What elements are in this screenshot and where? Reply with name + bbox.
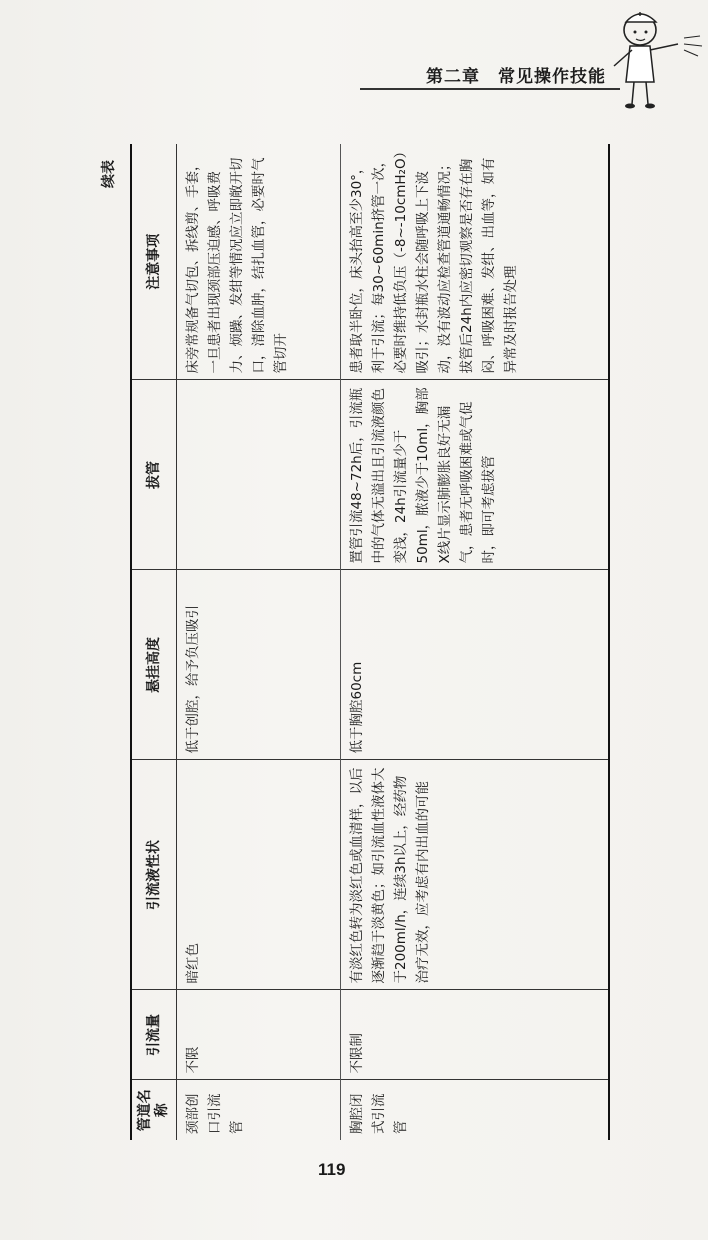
table-row [177,144,341,1140]
column-header: 引流量 [131,990,177,1080]
height-cell: 低于创腔，给予负压吸引 [177,570,341,760]
column-header: 悬挂高度 [131,570,177,760]
table-stage [92,140,622,1140]
drainage-tube-table [130,144,610,1140]
fluid-cell: 有淡红色转为淡红色或血清样，以后逐渐趋于淡黄色；如引流血性液体大于200ml/h，连续3h以上，经药物治疗无效，应考虑有内出血的可能 [341,760,610,990]
column-header: 注意事项 [131,144,177,380]
page-number: 119 [318,1160,346,1179]
column-header: 引流液性状 [131,760,177,990]
notes-cell: 床旁常规备气切包、拆线剪、手套，一旦患者出现颈部压迫感、呼吸费力、烦躁、发绀等情况应立即敞开切口，清除血肿，结扎血管，必要时气管切开 [177,144,341,380]
height-cell: 低于胸腔60cm [341,570,610,760]
notes-cell: 患者取半卧位，床头抬高至少30°，利于引流；每30~60min挤管一次，必要时维持低负压（-8~-10cmH₂O）吸引；水封瓶水柱会随呼吸上下波动，没有波动应检查管道通畅情况；拔管后24h内应密切观察是否存在胸闷、呼吸困难、发绀、出血等，如有异常及时报告处理 [341,144,610,380]
column-header: 拔管 [131,380,177,570]
header-rule [360,88,620,90]
table-row [341,144,610,1140]
volume-cell: 不限 [177,990,341,1080]
continued-label: 续表 [101,160,117,188]
volume-cell: 不限制 [341,990,610,1080]
removal-cell: 置管引流48~72h后，引流瓶中的气体无溢出且引流液颜色变浅，24h引流量少于50ml，脓液少于10ml，胸部X线片显示肺膨胀良好无漏气，患者无呼吸困难或气促时，即可考虑拔管 [341,380,610,570]
tube-name-cell: 颈部创口引流管 [177,1080,341,1140]
rotated-table-area [92,140,622,1140]
nurse-mascot-icon [596,0,706,120]
removal-cell [177,380,341,570]
tube-name-cell: 胸腔闭式引流管 [341,1080,610,1140]
table-header-row [131,144,177,1140]
column-header: 管道名称 [131,1080,177,1140]
fluid-cell: 暗红色 [177,760,341,990]
chapter-title: 第二章 常见操作技能 [426,67,606,87]
